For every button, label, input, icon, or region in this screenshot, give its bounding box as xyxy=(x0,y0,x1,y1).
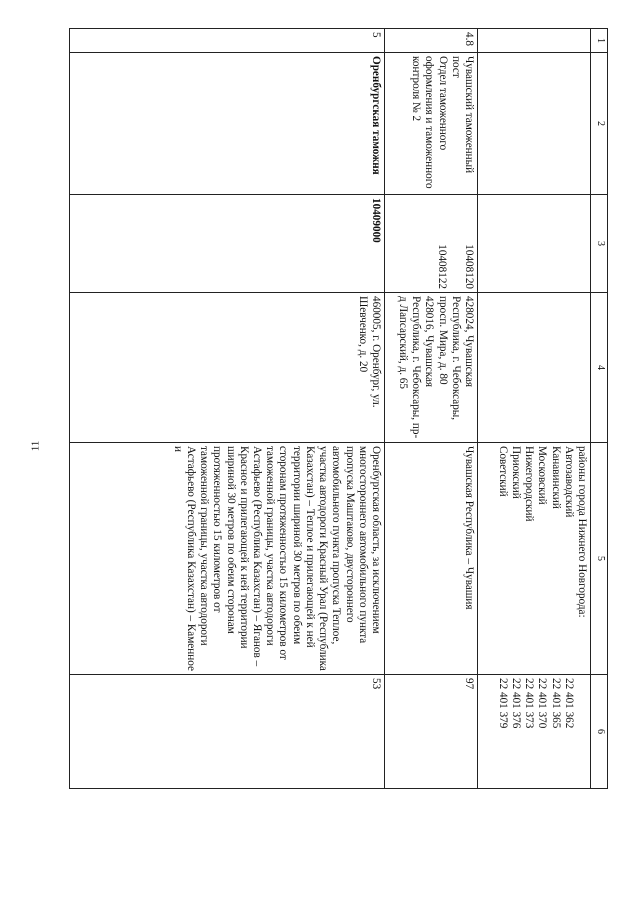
code-b: 10408122 xyxy=(435,244,448,289)
territory-line: районы города Нижнего Новгорода: xyxy=(576,446,588,618)
territory-cell: Чувашская Республика – Чувашия xyxy=(385,443,478,675)
okato-cell: 97 xyxy=(385,675,478,789)
okato-line: 22 401 370 xyxy=(536,678,549,729)
territory-line: Советский xyxy=(496,446,509,497)
department-name: Отдел таможенного оформления и таможенного контроля № 2 xyxy=(410,56,449,189)
name-cell xyxy=(385,53,478,195)
territory-line: Канавинский xyxy=(549,446,562,509)
okato-line xyxy=(575,678,588,785)
name-cell: Оренбургская таможня xyxy=(70,53,385,195)
territory-line: Нижегородский xyxy=(523,446,536,522)
table-row xyxy=(478,29,591,789)
address-cell: 460005, г. Оренбург, ул. Шевченко, д. 20 xyxy=(70,293,385,443)
header-cell: 5 xyxy=(591,443,608,675)
territory-line: Приокский xyxy=(509,446,522,499)
header-cell: 1 xyxy=(591,29,608,53)
customs-table xyxy=(69,28,608,789)
okato-cell xyxy=(478,675,591,789)
territory-cell xyxy=(478,443,591,675)
code-cell xyxy=(478,195,591,293)
address-cell xyxy=(478,293,591,443)
table-row xyxy=(385,29,478,789)
row-number-cell: 4.8 xyxy=(385,29,478,53)
header-cell: 2 xyxy=(591,53,608,195)
okato-line: 22 401 365 xyxy=(549,678,562,729)
row-number-cell xyxy=(478,29,591,53)
table-row xyxy=(70,29,385,789)
code-cell xyxy=(385,195,478,293)
page-number: 11 xyxy=(29,440,42,452)
address-cell xyxy=(385,293,478,443)
address-b: 428016, Чувашская Республика, г. Чебоксары, пр-д Лапсарский, д. 65 xyxy=(396,296,436,439)
okato-line: 22 401 376 xyxy=(509,678,522,729)
okato-line: 22 401 362 xyxy=(562,678,575,729)
code-a: 10408120 xyxy=(463,244,475,289)
table-header-row xyxy=(591,29,608,789)
address-a: 428024, Чувашская Республика, г. Чебоксары, просп. Мира, д. 80 xyxy=(436,296,475,421)
header-cell: 4 xyxy=(591,293,608,443)
post-name: Чувашский таможенный пост xyxy=(449,56,475,174)
header-cell: 3 xyxy=(591,195,608,293)
okato-line: 22 401 379 xyxy=(496,678,509,729)
code-cell: 10409000 xyxy=(70,195,385,293)
row-number-cell: 5 xyxy=(70,29,385,53)
territory-cell: Оренбургская область, за исключением многостороннего автомобильного пункта пропуска Маштаково, двустороннего автомобильного пункта пропуска Теплое, участка автодороги Красный Урал (Республика Казахстан) – Теплое и прилегающей к ней территории шириной 30 метров по обеим сторонам протяженностью 15 километров от таможенной границы, участка автодороги Астафьево (Республика Казахстан) – Яганов – Красное и прилегающей к ней территории шириной 30 метров по обеим сторонам протяженностью 15 километров от таможенной границы, участка автодороги Астафьево (Республика Казахстан) – Каменное и xyxy=(70,443,385,675)
okato-cell: 53 xyxy=(70,675,385,789)
rotated-table-wrapper xyxy=(68,28,608,788)
territory-line: Московский xyxy=(536,446,549,505)
okato-line: 22 401 373 xyxy=(523,678,536,729)
header-cell: 6 xyxy=(591,675,608,789)
name-cell xyxy=(478,53,591,195)
territory-line: Автозаводский xyxy=(562,446,575,518)
